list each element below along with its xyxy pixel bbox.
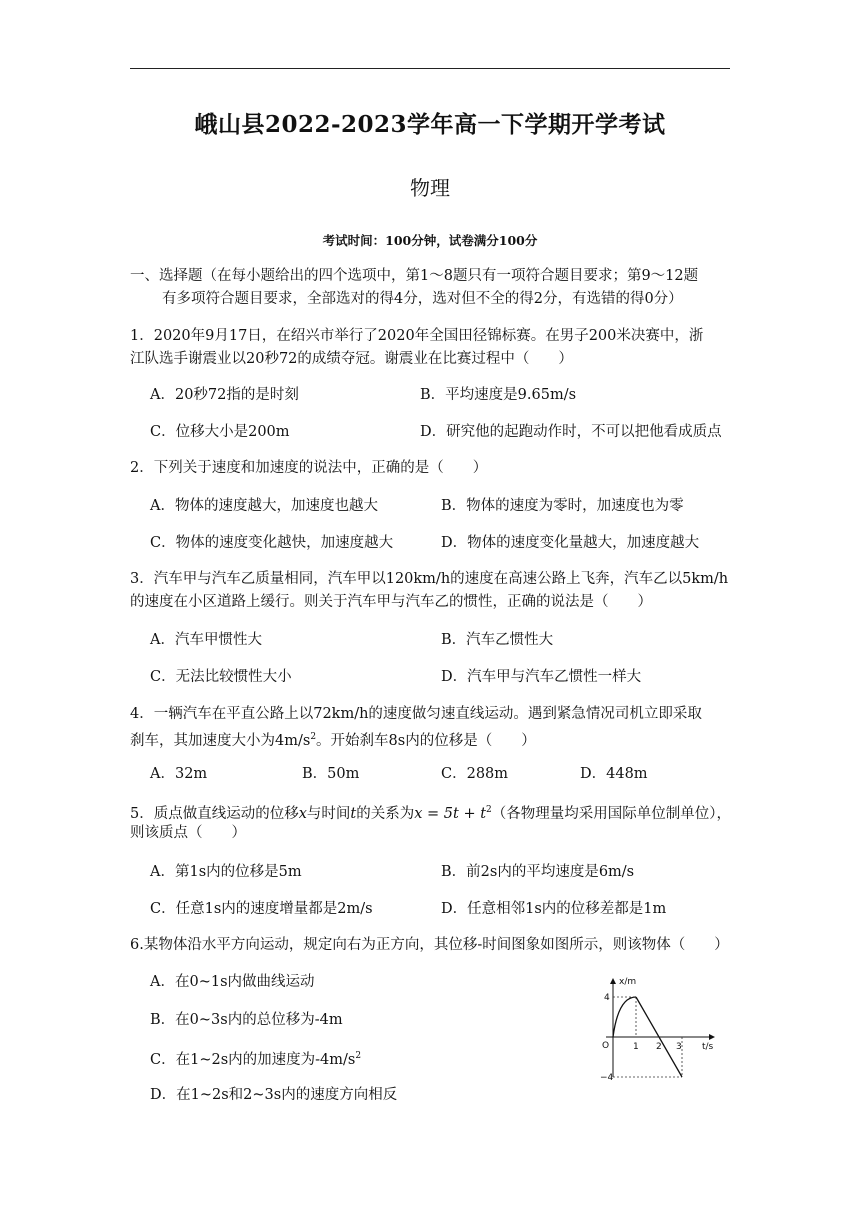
- q2-option-c[interactable]: C．物体的速度变化越快，加速度越大: [150, 535, 394, 551]
- q5-option-a[interactable]: A．第1s内的位移是5m: [150, 864, 302, 880]
- ytick-neg4: −4: [600, 1073, 614, 1083]
- q3-stem-line1: 3．汽车甲与汽车乙质量相同，汽车甲以120km/h的速度在高速公路上飞奔，汽车乙以5km/h: [130, 571, 729, 587]
- q6-option-a[interactable]: A．在0~1s内做曲线运动: [150, 974, 315, 990]
- q3-option-b[interactable]: B．汽车乙惯性大: [441, 632, 554, 648]
- q5-stem-line1: 5．质点做直线运动的位移x与时间t的关系为$x = 5t + t^2$（各物理量均采用国际单位制单位），: [130, 805, 732, 822]
- section-heading-line1: 一、选择题（在每小题给出的四个选项中，第1～8题只有一项符合题目要求；第9～12题: [130, 268, 699, 284]
- q3-stem-line2: 的速度在小区道路上缓行。则关于汽车甲与汽车乙的惯性，正确的说法是（ ）: [130, 594, 652, 610]
- xtick-3: 3: [676, 1042, 682, 1052]
- math-x: x: [298, 805, 307, 822]
- curve-0-1: [613, 997, 636, 1037]
- math-formula: x = 5t + t: [414, 805, 487, 822]
- q4-option-d[interactable]: D．448m: [580, 766, 648, 782]
- q1-stem-line1: 1．2020年9月17日，在绍兴市举行了2020年全国田径锦标赛。在男子200米决赛中，浙: [130, 328, 704, 344]
- q5-stem-line2: 则该质点（ ）: [130, 825, 246, 841]
- section-heading-line2: 有多项符合题目要求，全部选对的得4分，选对但不全的得2分，有选错的得0分）: [162, 291, 683, 307]
- q4-stem-line2: 刹车，其加速度大小为$4m/s^2$。开始刹车8s内的位移是（ ）: [130, 732, 536, 749]
- q5-option-d[interactable]: D．任意相邻1s内的位移差都是1m: [441, 901, 667, 917]
- math-t: t: [350, 805, 357, 822]
- position-time-graph: [588, 975, 718, 1085]
- q6-option-b[interactable]: B．在0~3s内的总位移为-4m: [150, 1012, 343, 1028]
- ytick-4: 4: [604, 993, 610, 1003]
- q1-option-d[interactable]: D．研究他的起跑动作时，不可以把他看成质点: [420, 424, 722, 440]
- q4-stem-line1: 4．一辆汽车在平直公路上以72km/h的速度做匀速直线运动。遇到紧急情况司机立即采取: [130, 706, 702, 722]
- y-axis-label: x/m: [619, 977, 637, 987]
- q2-stem: 2．下列关于速度和加速度的说法中，正确的是（ ）: [130, 460, 488, 476]
- subject-title: 物理: [410, 176, 450, 200]
- q2-option-b[interactable]: B．物体的速度为零时，加速度也为零: [441, 498, 684, 514]
- q5-option-c[interactable]: C．任意1s内的速度增量都是2m/s: [150, 901, 373, 917]
- q3-option-c[interactable]: C．无法比较惯性大小: [150, 669, 292, 685]
- q1-stem-line2: 江队选手谢震业以20秒72的成绩夺冠。谢震业在比赛过程中（ ）: [130, 351, 573, 367]
- q6-option-c[interactable]: C．在1~2s内的加速度为$-4m/s^2$: [150, 1051, 362, 1068]
- q4-option-b[interactable]: B．50m: [302, 766, 360, 782]
- page-title: 峨山县2022-2023学年高一下学期开学考试: [194, 111, 666, 138]
- x-axis-label: t/s: [702, 1042, 714, 1052]
- q4-option-a[interactable]: A．32m: [150, 766, 208, 782]
- xtick-1: 1: [633, 1042, 639, 1052]
- xtick-2: 2: [656, 1042, 662, 1052]
- q3-option-d[interactable]: D．汽车甲与汽车乙惯性一样大: [441, 669, 642, 685]
- q1-option-b[interactable]: B．平均速度是9.65m/s: [420, 387, 577, 403]
- q6-stem: 6.某物体沿水平方向运动，规定向右为正方向，其位移-时间图象如图所示，则该物体（ ）: [130, 937, 729, 953]
- q1-option-a[interactable]: A．20秒72指的是时刻: [150, 387, 299, 403]
- q2-option-a[interactable]: A．物体的速度越大，加速度也越大: [150, 498, 378, 514]
- q6-option-d[interactable]: D．在1~2s和2~3s内的速度方向相反: [150, 1087, 398, 1103]
- exam-meta: 考试时间：100分钟，试卷满分100分: [322, 233, 538, 248]
- q1-option-c[interactable]: C．位移大小是200m: [150, 424, 290, 440]
- q3-option-a[interactable]: A．汽车甲惯性大: [150, 632, 262, 648]
- q5-option-b[interactable]: B．前2s内的平均速度是6m/s: [441, 864, 635, 880]
- q2-option-d[interactable]: D．物体的速度变化量越大，加速度越大: [441, 535, 700, 551]
- superscript: 2: [310, 732, 317, 742]
- origin-label: O: [602, 1041, 610, 1051]
- q4-option-c[interactable]: C．288m: [441, 766, 509, 782]
- header-rule: [130, 68, 730, 69]
